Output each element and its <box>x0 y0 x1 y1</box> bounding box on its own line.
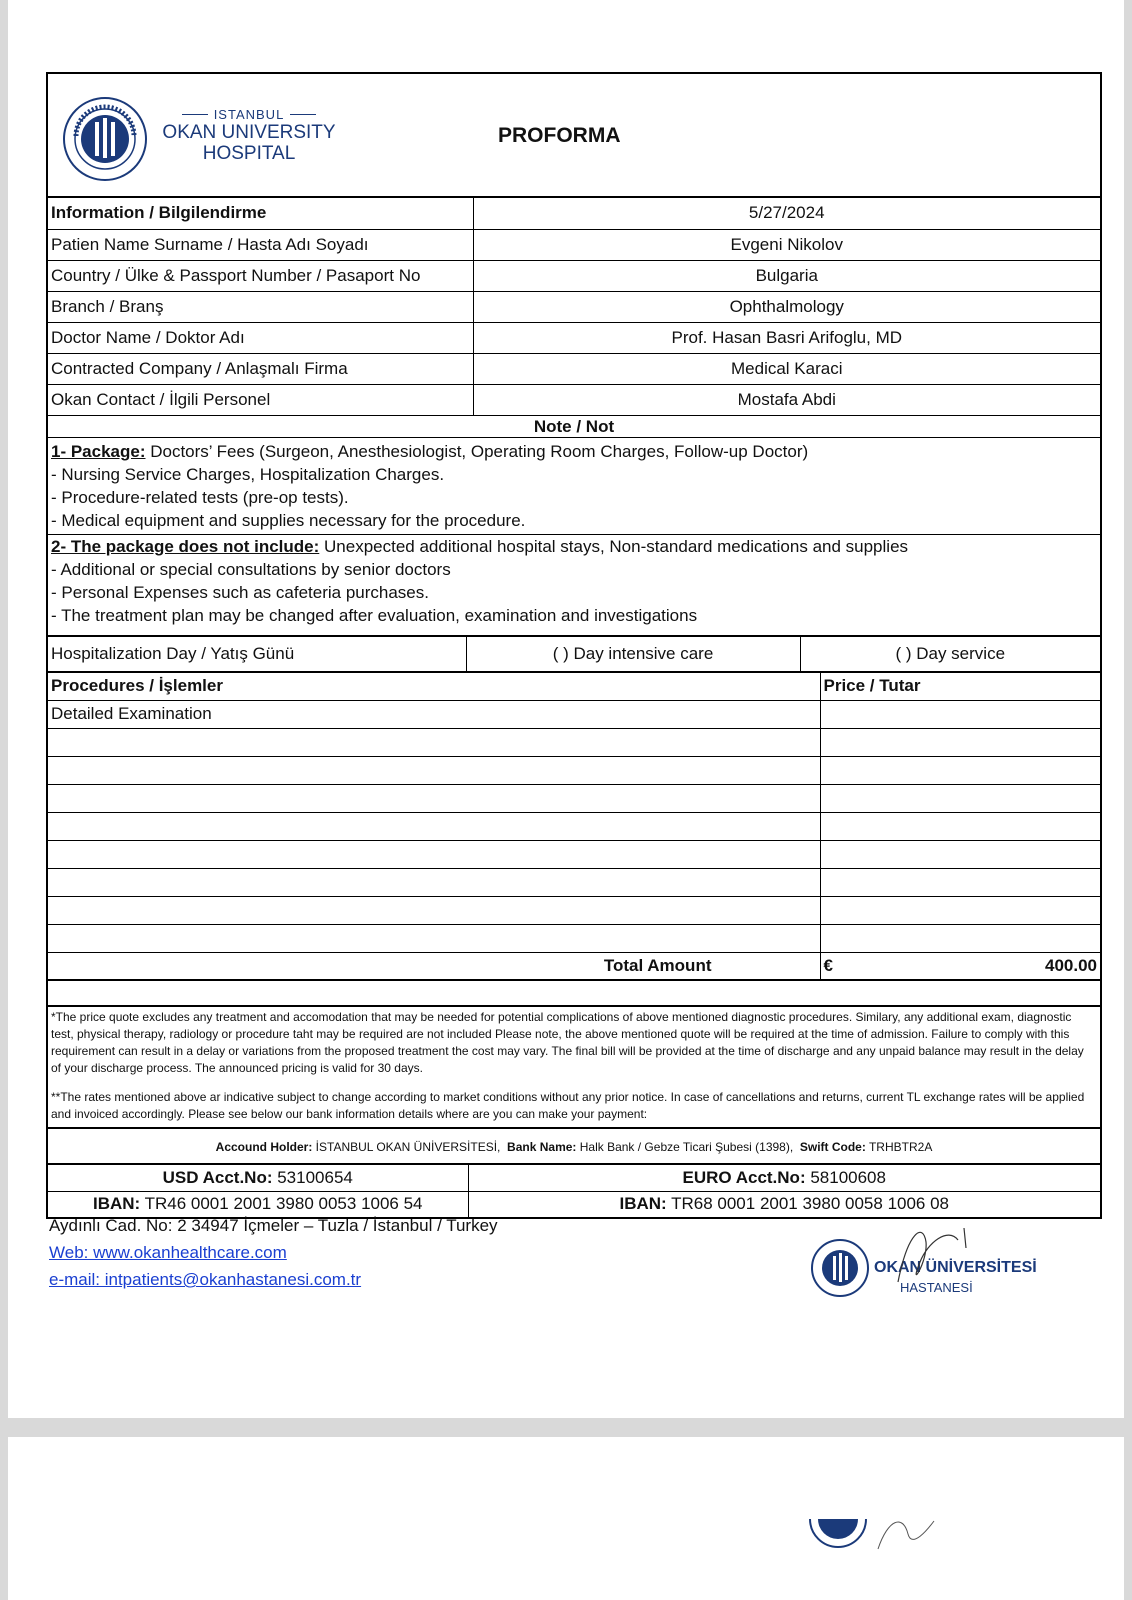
procedure-row <box>48 840 1100 868</box>
website-link[interactable]: Web: www.okanhealthcare.com <box>49 1243 287 1262</box>
total-amount-label: Total Amount <box>48 952 820 980</box>
bank-holder-line <box>48 1129 1100 1165</box>
info-row <box>48 229 1100 260</box>
package-line: - Nursing Service Charges, Hospitalization Charges. <box>51 464 445 484</box>
procedure-row <box>48 784 1100 812</box>
hospital-logo-text <box>154 107 344 164</box>
procedure-name <box>48 924 820 952</box>
procedure-row <box>48 896 1100 924</box>
total-amount-cell <box>820 952 1100 980</box>
exclusions-first-line <box>51 535 1097 558</box>
procedure-row <box>48 700 1100 728</box>
info-label: Patien Name Surname / Hasta Adı Soyadı <box>48 229 473 260</box>
info-date: 5/27/2024 <box>473 198 1100 229</box>
procedure-row <box>48 924 1100 952</box>
intensive-care-days: ( ) Day intensive care <box>466 636 800 671</box>
info-label: Branch / Branş <box>48 291 473 322</box>
hospitalization-table <box>48 636 1100 672</box>
procedure-row <box>48 728 1100 756</box>
service-days: ( ) Day service <box>800 636 1100 671</box>
info-table <box>48 198 1100 416</box>
procedure-name <box>48 868 820 896</box>
euro-account-value: 58100608 <box>805 1167 886 1187</box>
procedure-name <box>48 896 820 924</box>
procedure-name <box>48 728 820 756</box>
exclusions-block <box>48 534 1100 627</box>
procedure-name <box>48 840 820 868</box>
logo-line-1: ISTANBUL <box>213 107 285 122</box>
procedure-name <box>48 784 820 812</box>
procedure-price <box>820 868 1100 896</box>
spacer-row <box>48 981 1100 1007</box>
procedure-price <box>820 896 1100 924</box>
currency-symbol: € <box>823 955 833 975</box>
euro-account-label: EURO Acct.No: <box>682 1167 806 1187</box>
svg-text:HASTANESİ: HASTANESİ <box>900 1280 973 1295</box>
university-seal-icon <box>62 96 148 182</box>
info-header-row <box>48 198 1100 229</box>
exclusion-line: - Personal Expenses such as cafeteria purchases. <box>51 582 429 602</box>
procedures-header-row <box>48 672 1100 700</box>
hospital-stamp-icon <box>808 1222 1048 1302</box>
euro-account-cell <box>468 1165 1100 1191</box>
procedure-name <box>48 756 820 784</box>
package-line: - Procedure-related tests (pre-op tests). <box>51 487 349 507</box>
info-value: Ophthalmology <box>473 291 1100 322</box>
package-line: - Medical equipment and supplies necessary for the procedure. <box>51 510 526 530</box>
account-holder-value: İSTANBUL OKAN ÜNİVERSİTESİ, <box>312 1140 501 1154</box>
stamp-fragment-icon <box>808 1519 1008 1559</box>
euro-iban-value: TR68 0001 2001 3980 0058 1006 08 <box>666 1194 950 1214</box>
info-row <box>48 322 1100 353</box>
procedure-price <box>820 728 1100 756</box>
package-heading: 1- Package: <box>51 441 146 461</box>
iban-label: IBAN: <box>619 1194 667 1214</box>
procedure-row <box>48 756 1100 784</box>
fine-print-paragraph-2: **The rates mentioned above ar indicative subject to change according to market conditions without any prior notice. In case of cancellations and returns, current TL exchange rates will be applied and invoiced accordingly. Please see below our bank information details where are you can make your payment: <box>51 1090 1085 1121</box>
procedure-row <box>48 868 1100 896</box>
svg-text:OKAN ÜNİVERSİTESİ: OKAN ÜNİVERSİTESİ <box>874 1259 1037 1276</box>
procedure-price <box>820 812 1100 840</box>
exclusion-line: - The treatment plan may be changed after evaluation, examination and investigations <box>51 605 698 625</box>
procedures-table <box>48 672 1100 982</box>
exclusions-first-text: Unexpected additional hospital stays, Non-standard medications and supplies <box>319 536 909 556</box>
procedure-row <box>48 812 1100 840</box>
fine-print <box>48 1007 1100 1129</box>
swift-code-value: TRHBTR2A <box>865 1140 933 1154</box>
procedure-name <box>48 812 820 840</box>
procedure-name: Detailed Examination <box>48 700 820 728</box>
page-2 <box>8 1437 1124 1600</box>
account-holder-label: Accound Holder: <box>215 1140 313 1154</box>
usd-account-cell <box>48 1165 468 1191</box>
info-row <box>48 291 1100 322</box>
procedure-price <box>820 756 1100 784</box>
euro-iban-cell <box>468 1191 1100 1217</box>
address: Aydınlı Cad. No: 2 34947 İçmeler – Tuzla / İstanbul / Turkey <box>49 1216 498 1235</box>
account-number-row <box>48 1165 1100 1191</box>
info-label: Country / Ülke & Passport Number / Pasaport No <box>48 260 473 291</box>
procedures-column-header: Procedures / İşlemler <box>48 672 820 700</box>
total-amount-value: 400.00 <box>1045 955 1097 975</box>
info-header-label: Information / Bilgilendirme <box>48 198 473 229</box>
footer <box>49 1212 498 1293</box>
swift-code-label: Swift Code: <box>799 1140 866 1154</box>
usd-account-value: 53100654 <box>272 1167 353 1187</box>
logo-line-2: OKAN UNIVERSITY <box>162 122 336 143</box>
hospitalization-label: Hospitalization Day / Yatış Günü <box>48 636 466 671</box>
info-row <box>48 353 1100 384</box>
document-header <box>48 74 1100 198</box>
page-1 <box>8 0 1124 1418</box>
bank-name-label: Bank Name: <box>507 1140 577 1154</box>
info-value: Medical Karaci <box>473 353 1100 384</box>
proforma-form <box>46 72 1102 1219</box>
iban-label: IBAN: <box>92 1194 141 1214</box>
procedure-price <box>820 840 1100 868</box>
package-first-text: Doctors’ Fees (Surgeon, Anesthesiologist, Operating Room Charges, Follow-up Doctor) <box>145 441 809 461</box>
package-first-line <box>51 440 1097 463</box>
note-section <box>48 416 1100 636</box>
procedure-price <box>820 700 1100 728</box>
exclusions-heading: 2- The package does not include: <box>51 536 320 556</box>
info-value: Evgeni Nikolov <box>473 229 1100 260</box>
info-value: Bulgaria <box>473 260 1100 291</box>
price-column-header: Price / Tutar <box>820 672 1100 700</box>
info-row <box>48 384 1100 415</box>
fine-print-paragraph-1: *The price quote excludes any treatment and accomodation that may be needed for potential complications of above mentioned diagnostic procedures. Similary, any additional exam, diagnostic test, physical therapy, radiology or procedure taht may be required are not included Please note, the above mentioned quote will be required at the time of admission. Failure to comply with this requirement can result in a delay or variations from the proposed treatment the cost may vary. The final bill will be provided at the time of discharge and any unpaid balance may result in the delay of your discharge process. The announced pricing is valid for 30 days. <box>51 1010 1084 1075</box>
info-row <box>48 260 1100 291</box>
document-title: PROFORMA <box>498 124 621 147</box>
info-label: Doctor Name / Doktor Adı <box>48 322 473 353</box>
total-row <box>48 952 1100 980</box>
logo-line-3: HOSPITAL <box>202 143 296 164</box>
exclusion-line: - Additional or special consultations by senior doctors <box>51 559 451 579</box>
bank-name-value: Halk Bank / Gebze Ticari Şubesi (1398), <box>576 1140 794 1154</box>
info-value: Prof. Hasan Basri Arifoglu, MD <box>473 322 1100 353</box>
info-value: Mostafa Abdi <box>473 384 1100 415</box>
procedure-price <box>820 784 1100 812</box>
usd-account-label: USD Acct.No: <box>162 1167 273 1187</box>
hospitalization-row <box>48 636 1100 671</box>
info-label: Contracted Company / Anlaşmalı Firma <box>48 353 473 384</box>
email-link[interactable]: e-mail: intpatients@okanhastanesi.com.tr <box>49 1270 362 1289</box>
note-title: Note / Not <box>48 416 1100 438</box>
info-label: Okan Contact / İlgili Personel <box>48 384 473 415</box>
usd-iban-value: TR46 0001 2001 3980 0053 1006 54 <box>140 1194 423 1214</box>
procedure-price <box>820 924 1100 952</box>
accounts-table <box>48 1165 1100 1217</box>
